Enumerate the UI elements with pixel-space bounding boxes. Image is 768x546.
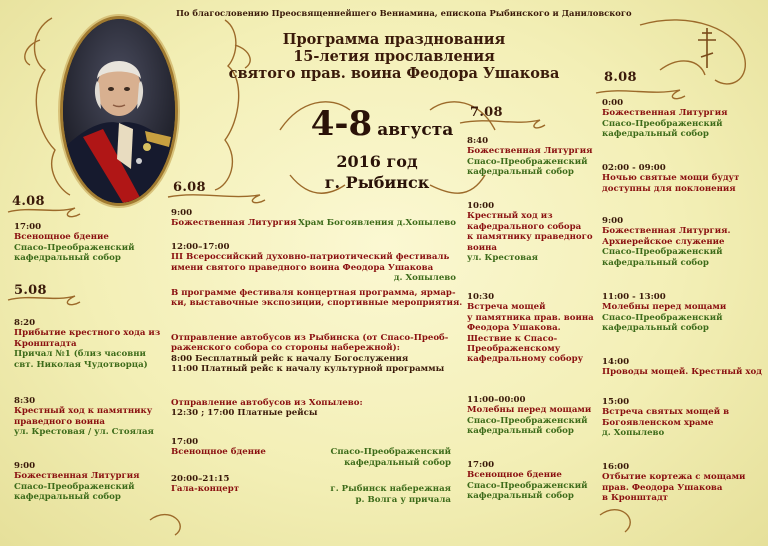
title-line-2: 15-летия прославления: [293, 48, 495, 65]
day-label-4-08: 4.08: [12, 194, 45, 209]
event-8-4: [602, 292, 726, 334]
event-place: кафедральный собор: [14, 492, 121, 503]
event-8-1: [602, 98, 728, 140]
event-title: Архиерейское служение: [602, 236, 725, 247]
event-time: 17:00: [14, 222, 42, 232]
event-title: Божественная Литургия: [171, 218, 297, 229]
event-place: кафедральный собор: [467, 491, 574, 502]
event-place: д. Хопылево: [393, 273, 456, 284]
bus-line: 11:00 Платный рейс к началу культурной программы: [171, 364, 445, 375]
title-line-1: Программа празднования: [282, 31, 506, 48]
event-place: ул. Крестовая / ул. Стоялая: [14, 427, 154, 438]
event-time: 0:00: [602, 98, 624, 108]
event-place: Спасо-Преображенский: [602, 312, 723, 323]
event-time: 17:00: [171, 437, 199, 447]
event-7-4: [467, 395, 591, 437]
event-6-1: [171, 208, 456, 229]
event-6-3: [171, 437, 451, 468]
date-range: 4-8: [310, 104, 373, 144]
event-time: 20:00–21:15: [171, 474, 230, 484]
event-time: 11:00–00:00: [467, 395, 526, 405]
event-description: ки, выставочные экспозиции, спортивные мероприятия.: [171, 298, 463, 309]
city: г. Рыбинск: [324, 173, 430, 192]
event-place: г. Рыбинск набережная: [330, 484, 451, 495]
event-title: Крестный ход к памятнику: [14, 406, 153, 417]
event-title: Преображенскому: [467, 344, 561, 355]
year: 2016 год: [336, 152, 418, 171]
event-place: кафедральный собор: [467, 167, 574, 178]
event-time: 17:00: [467, 460, 495, 470]
event-title: прав. Феодора Ушакова: [602, 482, 723, 493]
event-5-3: [14, 461, 140, 503]
event-place: кафедральный собор: [344, 457, 451, 468]
event-place: кафедральный собор: [602, 257, 709, 268]
event-title: Феодора Ушакова.: [467, 323, 561, 334]
event-place: Спасо-Преображенский: [602, 118, 723, 129]
event-title: к памятнику праведного: [467, 232, 593, 243]
event-7-3: [467, 292, 594, 365]
event-7-2: [467, 201, 593, 263]
event-place: кафедральный собор: [467, 426, 574, 437]
day-label-6-08: 6.08: [173, 180, 206, 195]
day-label-7-08: 7.08: [470, 105, 503, 120]
date-block: [302, 104, 462, 144]
event-time: 10:30: [467, 292, 495, 302]
event-title: Крестный ход из: [467, 211, 553, 222]
event-place: Спасо-Преображенский: [14, 481, 135, 492]
event-title: в Кронштадт: [602, 493, 668, 504]
event-time: 8:30: [14, 396, 36, 406]
event-place: Храм Богоявления д.Хопылево: [298, 218, 456, 229]
event-7-5: [467, 460, 588, 502]
event-place: Спасо-Преображенский: [467, 480, 588, 491]
event-8-2: [602, 163, 739, 194]
event-8-7: [602, 462, 745, 504]
event-title: Всенощное бдение: [467, 470, 562, 481]
event-title: Гала-концерт: [171, 484, 240, 495]
event-title: Божественная Литургия: [14, 471, 140, 482]
event-title: Прибытие крестного хода из: [14, 328, 161, 339]
event-place: Причал №1 (близ часовни: [14, 349, 146, 360]
day-label-8-08: 8.08: [604, 70, 637, 85]
event-title: Кронштадта: [14, 338, 77, 349]
title-line-3: святого прав. воина Феодора Ушакова: [228, 65, 560, 82]
bus-line: раженского собора со стороны набережной):: [171, 343, 400, 354]
event-title: Всенощное бдение: [171, 447, 266, 458]
event-title: имени святого праведного воина Феодора Ушакова: [171, 262, 434, 273]
portrait-image: [63, 19, 175, 203]
event-title: Ночью святые мощи будут: [602, 173, 740, 184]
event-time: 14:00: [602, 357, 630, 367]
month: августа: [377, 120, 454, 140]
event-place: Спасо-Преображенский: [602, 247, 723, 258]
event-5-2: [14, 396, 154, 438]
event-title: доступны для поклонения: [602, 183, 736, 194]
event-time: 10:00: [467, 201, 495, 211]
portrait-medallion: [60, 16, 178, 206]
event-title: Всенощное бдение: [14, 232, 109, 243]
orthodox-cross-icon: [696, 27, 718, 69]
event-place: Спасо-Преображенский: [330, 447, 451, 458]
event-description: В программе фестиваля концертная программа, ярмар-: [171, 287, 456, 298]
event-title: воина: [467, 242, 497, 253]
event-time: 15:00: [602, 397, 630, 407]
event-title: Молебны перед мощами: [467, 405, 592, 416]
event-title: кафедрального собора: [467, 221, 582, 232]
event-place: Спасо-Преображенский: [14, 242, 135, 253]
event-6-4: [171, 474, 451, 505]
bus-line: 12:30 ; 17:00 Платные рейсы: [171, 408, 318, 419]
event-8-3: [602, 216, 731, 268]
event-title: кафедральному собору: [467, 354, 584, 365]
event-title: у памятника прав. воина: [467, 312, 594, 323]
event-title: Шествие к Спасо-: [467, 333, 558, 344]
event-title: праведного воина: [14, 416, 105, 427]
bus-info-rybinsk: [171, 333, 448, 375]
event-title: Отбытие кортежа с мощами: [602, 472, 746, 483]
event-time: 9:00: [602, 216, 624, 226]
event-time: 9:00: [14, 461, 36, 471]
event-title: Проводы мощей. Крестный ход: [602, 367, 762, 378]
day-label-5-08: 5.08: [14, 283, 47, 298]
event-5-1: [14, 318, 160, 370]
event-title: Богоявленском храме: [602, 417, 714, 428]
event-title: Встреча мощей: [467, 302, 546, 313]
bus-line: Отправление автобусов из Рыбинска (от Спасо-Преоб-: [171, 333, 449, 343]
event-place: свт. Николая Чудотворца): [14, 359, 148, 370]
event-title: Божественная Литургия: [602, 108, 728, 119]
event-title: Божественная Литургия: [467, 146, 593, 157]
event-place: ул. Крестовая: [467, 253, 539, 264]
event-6-2: [171, 242, 463, 309]
event-8-6: [602, 397, 729, 439]
bus-line: Отправление автобусов из Хопылево:: [171, 398, 363, 408]
event-time: 12:00–17:00: [171, 242, 230, 252]
event-8-5: [602, 357, 762, 378]
event-time: 8:40: [467, 136, 489, 146]
event-time: 8:20: [14, 318, 36, 328]
blessing-line: По благословению Преосвященнейшего Вениамина, епископа Рыбинского и Даниловского: [176, 8, 632, 18]
event-title: Божественная Литургия.: [602, 226, 731, 237]
event-place: д. Хопылево: [602, 428, 665, 439]
event-place: кафедральный собор: [602, 129, 709, 140]
bus-info-khopylevo: [171, 398, 363, 419]
underline-ornament: [8, 208, 80, 217]
program-title: [222, 31, 566, 82]
event-place: Спасо-Преображенский: [467, 415, 588, 426]
event-title: Молебны перед мощами: [602, 302, 727, 313]
event-title: III Всероссийский духовно-патриотический фестиваль: [171, 252, 450, 263]
bus-line: 8:00 Бесплатный рейс к началу Богослужения: [171, 353, 409, 364]
event-place: кафедральный собор: [14, 253, 121, 264]
event-time: 11:00 - 13:00: [602, 292, 666, 302]
event-time: 16:00: [602, 462, 630, 472]
event-place: кафедральный собор: [602, 323, 709, 334]
event-title: Встреча святых мощей в: [602, 407, 730, 418]
event-time: 02:00 - 09:00: [602, 163, 666, 173]
event-7-1: [467, 136, 593, 178]
event-4-1: [14, 222, 135, 264]
event-place: р. Волга у причала: [355, 494, 451, 505]
event-place: Спасо-Преображенский: [467, 156, 588, 167]
event-time: 9:00: [171, 208, 193, 218]
